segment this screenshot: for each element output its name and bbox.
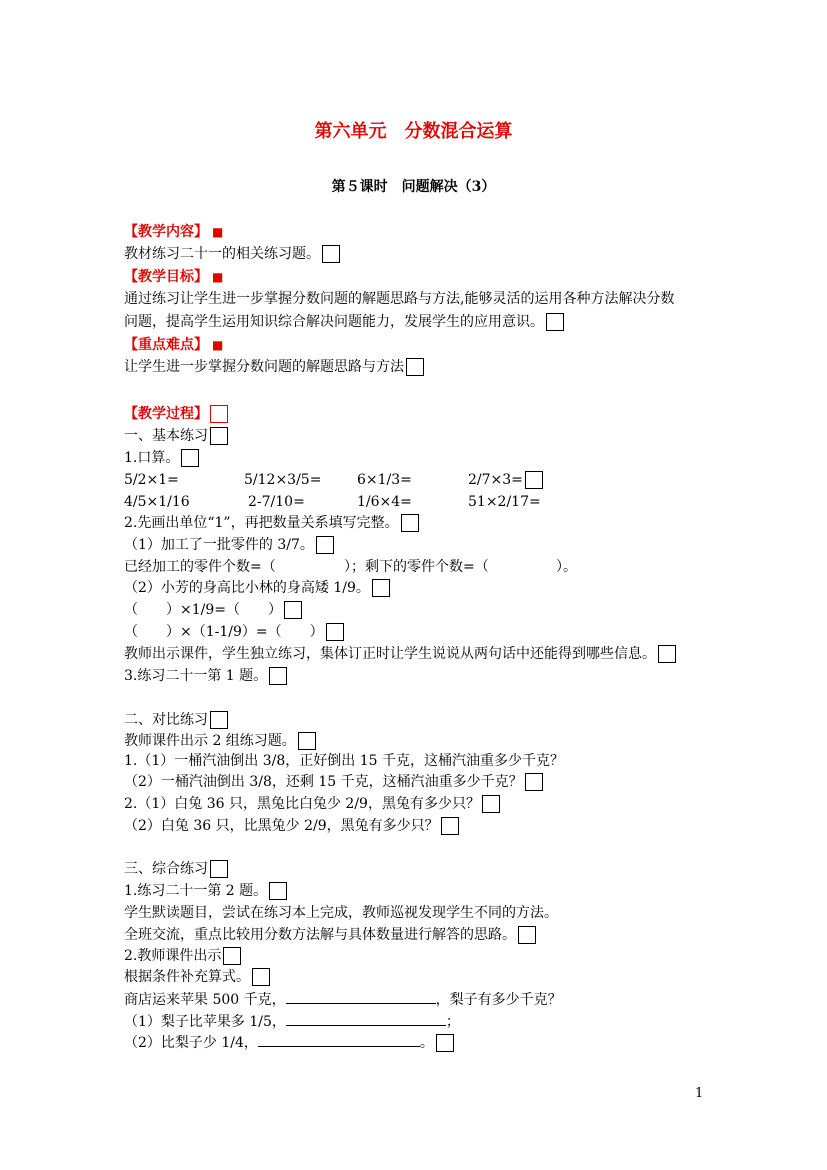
part3-q2-2-end: 。 [419,1035,434,1051]
calc-item: 2-7/10= [248,494,305,510]
q2-2-fill2-line [124,622,344,642]
teacher-note-line [124,644,676,664]
part3-q1-line [124,881,287,901]
checkbox[interactable] [316,536,334,554]
checkbox[interactable] [284,601,302,619]
content-head-label: 【教学内容】 [124,224,208,240]
q2-text: 2.先画出单位“1”，再把数量关系填写完整。 [124,515,399,531]
checkbox[interactable] [401,514,419,532]
checkbox[interactable] [441,817,459,835]
part2-head: 二、对比练习 [124,712,208,728]
calc-text: 2/7×3= [468,472,523,488]
checkbox[interactable] [482,795,500,813]
key-text-line [124,357,424,377]
content-text: 教材练习二十一的相关练习题。 [124,246,320,262]
checkbox[interactable] [210,711,228,729]
red-square-icon: ■ [212,338,224,352]
content-heading [124,222,223,242]
q2-2-fill1-line [124,600,302,620]
q2-1-fill-c: ）。 [556,559,577,575]
key-heading [124,335,223,355]
part3-q1: 1.练习二十一第 2 题。 [124,883,268,899]
q2-2-fill2: （ ）×（1-1/9）=（ ） [124,624,324,640]
part2-heading [124,710,228,730]
red-square-icon: ■ [212,270,224,284]
part2-q2-2-line [124,816,459,836]
part3-heading [124,859,228,879]
checkbox[interactable] [298,732,316,750]
part3-line2: 全班交流，重点比较用分数方法解与具体数量进行解答的思路。 [124,927,516,943]
page-number: 1 [695,1086,704,1101]
checkbox[interactable] [525,471,543,489]
calc-item [468,470,543,490]
part1-head: 一、基本练习 [124,428,208,444]
answer-blank[interactable] [258,1032,420,1047]
key-text: 让学生进一步掌握分数问题的解题思路与方法 [124,359,404,375]
part3-q2-1: （1）梨子比苹果多 1/5， [124,1014,286,1030]
checkbox[interactable] [181,449,199,467]
q2-1-fill-a: 已经加工的零件个数=（ [124,559,276,575]
part3-q2-intro-line [124,967,270,987]
calc-item: 5/2×1= [124,472,179,488]
red-square-icon: ■ [212,225,224,239]
calc-item: 51×2/17= [468,494,541,510]
part3-q2-1-line [124,1011,460,1032]
answer-blank[interactable] [286,1011,446,1026]
part3-q2-stem-a: 商店运来苹果 500 千克， [124,992,286,1008]
process-head-label: 【教学过程】 [124,406,208,422]
part2-q2-1-line [124,794,500,814]
checkbox[interactable] [269,882,287,900]
part3-line1: 学生默读题目，尝试在练习本上完成，教师巡视发现学生不同的方法。 [124,905,558,921]
process-heading [124,404,228,424]
checkbox[interactable] [210,427,228,445]
goal-head-label: 【教学目标】 [124,269,208,285]
part3-q2-intro: 根据条件补充算式。 [124,969,250,985]
checkbox[interactable] [372,579,390,597]
oral-line [124,448,199,468]
part3-q2-stem-line [124,989,562,1010]
answer-blank[interactable] [286,989,436,1004]
checkbox[interactable] [322,245,340,263]
q2-2-text: （2）小芳的身高比小林的身高矮 1/9。 [124,580,370,596]
part3-head: 三、综合练习 [124,861,208,877]
key-head-label: 【重点难点】 [124,337,208,353]
goal-text-line-2 [124,312,564,332]
part2-intro: 教师课件出示 2 组练习题。 [124,733,296,749]
checkbox[interactable] [406,358,424,376]
goal-heading [124,267,223,287]
q2-2-fill1: （ ）×1/9=（ ） [124,602,282,618]
calc-item: 1/6×4= [357,494,412,510]
oral-label: 1.口算。 [124,450,180,466]
teacher-note: 教师出示课件，学生独立练习，集体订正时让学生说说从两句话中还能得到哪些信息。 [124,646,656,662]
part1-heading [124,426,228,446]
checkbox[interactable] [658,645,676,663]
part2-q2-1: 2.（1）白兔 36 只，黑兔比白兔少 2/9，黑兔有多少只？ [124,796,480,812]
checkbox[interactable] [436,1034,454,1052]
q2-1-line [124,535,334,555]
checkbox[interactable] [525,773,543,791]
checkbox[interactable] [269,667,287,685]
part3-q2-line [124,946,241,966]
calc-item: 4/5×1/16 [124,494,190,510]
checkbox[interactable] [518,926,536,944]
part2-q2-2: （2）白兔 36 只，比黑兔少 2/9，黑兔有多少只？ [124,818,439,834]
part2-intro-line [124,731,316,751]
q2-1-fill-b: ）；剩下的零件个数=（ [344,559,489,575]
checkbox[interactable] [326,623,344,641]
checkbox[interactable] [546,313,564,331]
part3-q2-2-line [124,1032,454,1053]
q2-1-text: （1）加工了一批零件的 3/7。 [124,537,314,553]
goal-text-2: 问题，提高学生运用知识综合解决问题能力，发展学生的应用意识。 [124,314,544,330]
checkbox[interactable] [223,947,241,965]
part3-q2-1-end: ； [445,1014,460,1030]
part2-q1-1: 1.（1）一桶汽油倒出 3/8，正好倒出 15 千克，这桶汽油重多少千克？ [124,753,564,769]
checkbox[interactable] [252,968,270,986]
q3-text: 3.练习二十一第 1 题。 [124,668,268,684]
part3-line2-row [124,925,536,945]
part3-q2-2: （2）比梨子少 1/4， [124,1035,258,1051]
page-subtitle: 第５课时 问题解决（3） [331,179,496,195]
calc-item: 5/12×3/5= [244,472,322,488]
content-text-line [124,244,340,264]
q2-2-line [124,578,390,598]
calc-item: 6×1/3= [357,472,412,488]
checkbox[interactable] [210,405,228,423]
part3-q2: 2.教师课件出示 [124,948,222,964]
part3-q2-stem-b: ，梨子有多少千克？ [435,992,562,1008]
checkbox[interactable] [210,860,228,878]
part2-q1-2: （2）一桶汽油倒出 3/8，还剩 15 千克，这桶汽油重多少千克？ [124,774,523,790]
q2-line [124,513,419,533]
goal-text-line-1: 通过练习让学生进一步掌握分数问题的解题思路与方法,能够灵活的运用各种方法解决分数 [124,291,675,307]
page-title: 第六单元 分数混合运算 [314,121,513,142]
part2-q1-2-line [124,772,543,792]
q3-line [124,666,287,686]
